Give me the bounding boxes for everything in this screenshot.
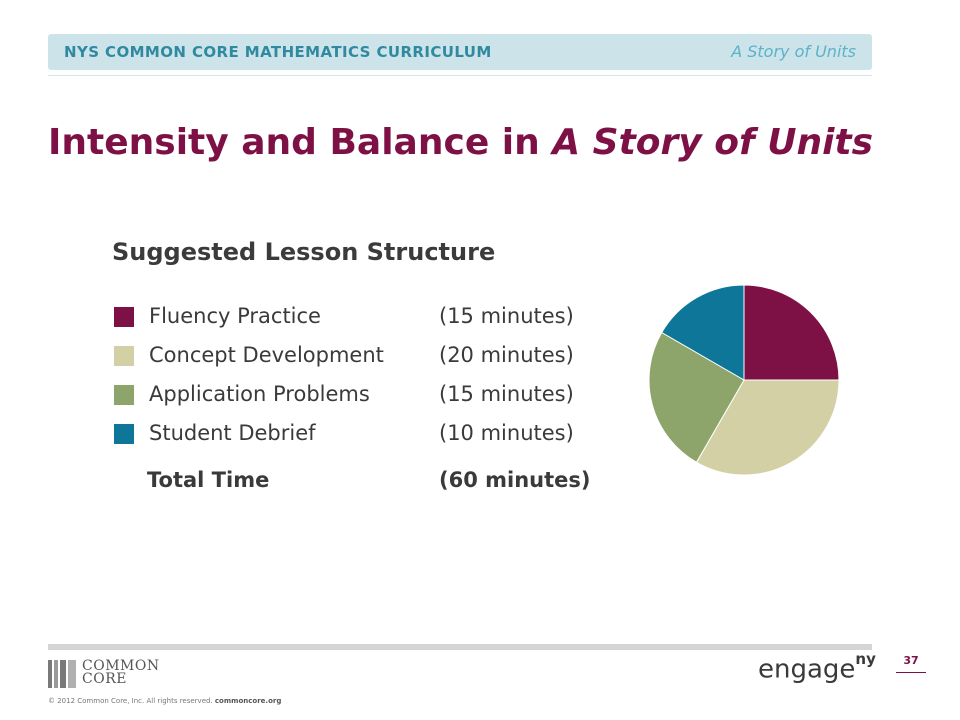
slide-title-prefix: Intensity and Balance in <box>48 122 553 163</box>
common-core-logo <box>48 660 248 690</box>
concept-minutes: (20 minutes) <box>439 343 574 367</box>
legend-row-concept <box>114 341 594 371</box>
page-number: 37 <box>903 654 919 667</box>
total-minutes: (60 minutes) <box>439 468 591 492</box>
footer-divider <box>48 644 872 650</box>
copyright-notice: © 2012 Common Core, Inc. All rights reserved. commoncore.org <box>48 697 282 705</box>
fluency-label: Fluency Practice <box>149 304 321 328</box>
debrief-label: Student Debrief <box>149 421 316 445</box>
common-core-logo-icon <box>48 660 76 688</box>
fluency-minutes: (15 minutes) <box>439 304 574 328</box>
slide-title <box>48 122 873 163</box>
lesson-structure-heading: Suggested Lesson Structure <box>112 238 496 266</box>
concept-swatch <box>114 346 134 366</box>
common-core-logo-text: COMMON CORE <box>82 658 160 687</box>
fluency-swatch <box>114 307 134 327</box>
series-title: A Story of Units <box>731 42 856 61</box>
concept-label: Concept Development <box>149 343 384 367</box>
lesson-pie-chart <box>648 284 840 476</box>
page-number-underline <box>896 672 926 673</box>
debrief-minutes: (10 minutes) <box>439 421 574 445</box>
pie-slice-fluency <box>744 285 839 380</box>
debrief-swatch <box>114 424 134 444</box>
copyright-site: commoncore.org <box>214 697 282 705</box>
total-label: Total Time <box>147 468 270 492</box>
legend-row-debrief <box>114 419 594 449</box>
header-divider <box>48 75 872 76</box>
engageny-logo: engage$^{ny}$ <box>758 650 876 685</box>
application-swatch <box>114 385 134 405</box>
application-minutes: (15 minutes) <box>439 382 574 406</box>
curriculum-header-bar <box>48 34 872 70</box>
legend-row-fluency <box>114 302 594 332</box>
total-row <box>114 466 594 496</box>
slide-title-italic: A Story of Units <box>552 122 874 163</box>
curriculum-title: NYS COMMON CORE MATHEMATICS CURRICULUM <box>64 43 492 61</box>
application-label: Application Problems <box>149 382 370 406</box>
legend-row-application <box>114 380 594 410</box>
